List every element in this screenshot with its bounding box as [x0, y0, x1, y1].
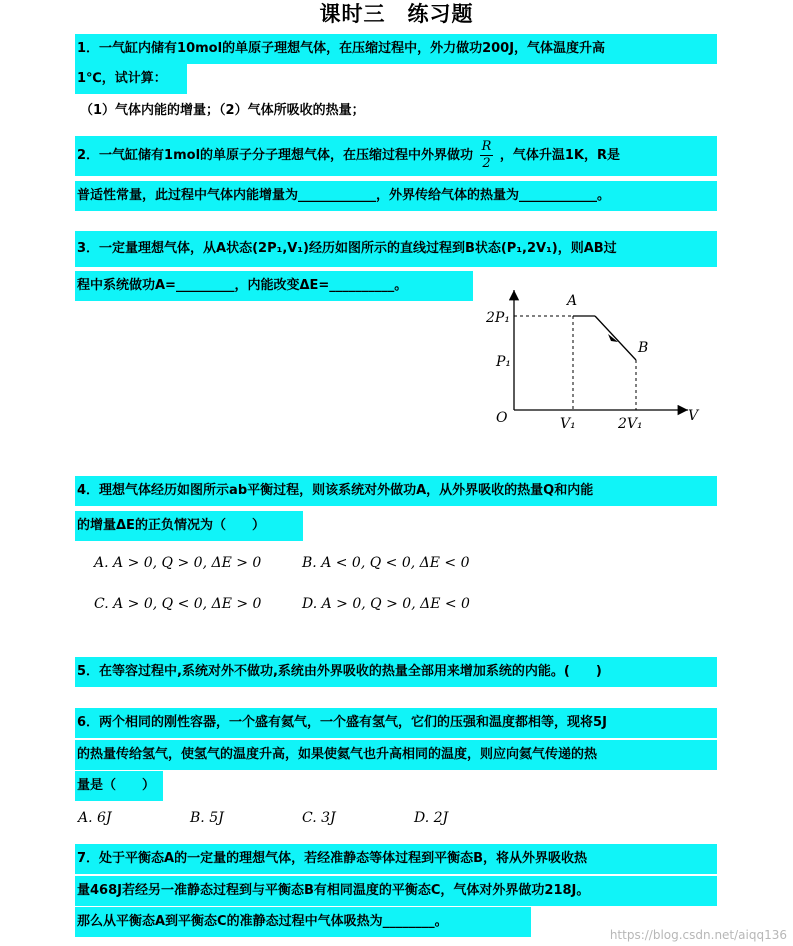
q6-option-d: D. 2J: [414, 810, 449, 826]
y-tick-2p1: 2P₁: [486, 310, 510, 326]
q4-line1: 4．理想气体经历如图所示ab平衡过程，则该系统对外做功A，从外界吸收的热量Q和内能: [75, 476, 717, 506]
q2-fraction-num: R: [481, 139, 492, 154]
q5-line1: 5．在等容过程中,系统对外不做功,系统由外界吸收的热量全部用来增加系统的内能。( ): [75, 657, 717, 687]
q2-line1: [75, 136, 717, 176]
q2-text-a: 2．一气缸储有1mol的单原子分子理想气体，在压缩过程中外界做功: [77, 148, 474, 163]
process-line-ab: [595, 316, 636, 360]
pv-diagram: [480, 282, 705, 442]
x-tick-2v1: 2V₁: [618, 416, 643, 432]
q6-option-b: B. 5J: [190, 810, 224, 826]
q2-line2: 普适性常量，此过程中气体内能增量为____________，外界传给气体的热量为____________。: [75, 181, 717, 211]
q6-line2: 的热量传给氢气，使氢气的温度升高，如果使氦气也升高相同的温度，则应向氦气传递的热: [75, 740, 717, 770]
q4-option-d: D. A > 0, Q > 0, ΔE < 0: [302, 596, 470, 612]
q4-option-b: B. A < 0, Q < 0, ΔE < 0: [302, 555, 470, 571]
q3-line1: 3．一定量理想气体，从A状态(2P₁,V₁)经历如图所示的直线过程到B状态(P₁,2V₁)，则AB过: [75, 231, 717, 267]
label-a: A: [567, 293, 578, 309]
q1-line3: （1）气体内能的增量；（2）气体所吸收的热量；: [80, 103, 365, 118]
q7-line2: 量468J若经另一准静态过程到与平衡态B有相同温度的平衡态C，气体对外界做功218J。: [75, 876, 717, 906]
q1-line1: 1．一气缸内储有10mol的单原子理想气体，在压缩过程中，外力做功200J，气体温度升高: [75, 34, 717, 64]
y-tick-p1: P₁: [496, 354, 512, 370]
origin-label: O: [496, 410, 508, 426]
label-b: B: [638, 340, 649, 356]
q2-fraction-den: 2: [482, 156, 491, 171]
q2-fraction: [480, 139, 494, 172]
q4-option-c: C. A > 0, Q < 0, ΔE > 0: [94, 596, 262, 612]
q6-option-c: C. 3J: [302, 810, 336, 826]
q6-option-a: A. 6J: [78, 810, 112, 826]
page-title: 课时三 练习题: [319, 2, 474, 26]
q6-line3: 量是（ ）: [75, 771, 163, 801]
q6-line1: 6．两个相同的刚性容器，一个盛有氦气，一个盛有氢气，它们的压强和温度都相等，现将5J: [75, 708, 717, 738]
q2-text-b: ，气体升温1K，R是: [499, 148, 621, 163]
q4-line2: 的增量ΔE的正负情况为（ ）: [75, 511, 303, 541]
q3-line2: 程中系统做功A=_________，内能改变ΔE=__________。: [75, 271, 473, 301]
x-axis-label: V: [688, 408, 699, 424]
q7-line1: 7．处于平衡态A的一定量的理想气体，若经准静态等体过程到平衡态B，将从外界吸收热: [75, 844, 717, 874]
q7-line3: 那么从平衡态A到平衡态C的准静态过程中气体吸热为________。: [75, 907, 531, 937]
q4-option-a: A. A > 0, Q > 0, ΔE > 0: [94, 555, 262, 571]
watermark: https://blog.csdn.net/aiqq136: [609, 928, 787, 942]
q1-line2: 1℃，试计算：: [75, 64, 187, 94]
x-tick-v1: V₁: [560, 416, 576, 432]
